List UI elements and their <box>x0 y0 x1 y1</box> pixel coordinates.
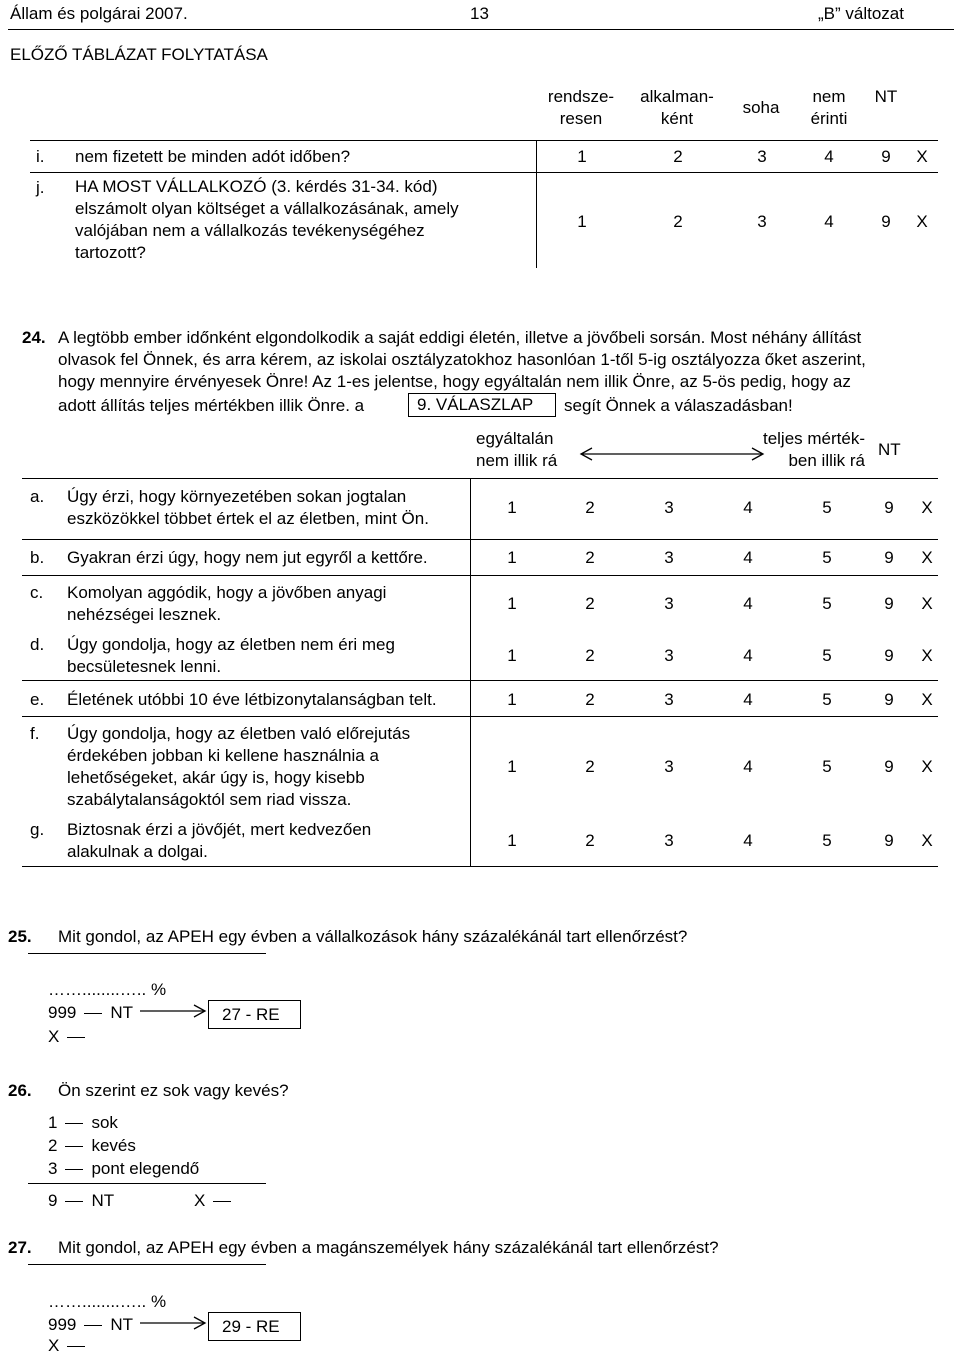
item-text: Úgy érzi, hogy környezetében sokan jogtalan eszközökkel többet értek el az életben, mint Ön. <box>67 487 429 528</box>
answer-code[interactable]: 1 <box>507 646 517 665</box>
answer-option-x[interactable] <box>194 1191 239 1211</box>
answer-code[interactable]: 4 <box>743 690 753 709</box>
col-header-nt: NT <box>874 87 898 106</box>
row-text: nem fizetett be minden adót időben? <box>75 147 351 166</box>
answer-code[interactable]: 2 <box>585 646 595 665</box>
dash <box>67 1346 85 1347</box>
answer-code[interactable]: 1 <box>507 831 517 850</box>
skip-instruction-box <box>208 1000 301 1029</box>
col-header-occasionally: alkalman- ként <box>640 87 714 128</box>
answer-code[interactable]: 4 <box>743 594 753 613</box>
question-number: 27. <box>8 1238 32 1257</box>
answer-code[interactable]: 1 <box>577 147 587 166</box>
answer-code[interactable]: 5 <box>822 831 832 850</box>
answer-code[interactable]: 3 <box>664 831 674 850</box>
answer-code[interactable]: 3 <box>664 690 674 709</box>
skip-instruction-box <box>208 1312 301 1341</box>
question-number: 25. <box>8 927 32 946</box>
answer-code[interactable]: 5 <box>822 757 832 776</box>
answer-option-nt[interactable] <box>48 1003 133 1023</box>
answer-code[interactable]: 4 <box>743 498 753 517</box>
option-label: NT <box>110 1003 134 1022</box>
answer-code[interactable]: 3 <box>664 757 674 776</box>
answer-option[interactable] <box>48 1159 199 1179</box>
row-text: HA MOST VÁLLALKOZÓ (3. kérdés 31-34. kód) elszámolt olyan költséget a vállalkozásának, amely valójában nem a vállalkozás tevékenységéhez tartozott? <box>75 177 459 262</box>
arrow-right-icon <box>138 1003 208 1019</box>
scale-arrow-icon <box>578 446 766 462</box>
answer-code[interactable]: 1 <box>507 548 517 567</box>
table-rule <box>22 716 938 717</box>
table-rule <box>22 539 938 540</box>
option-code: 2 <box>48 1136 58 1155</box>
option-code: X <box>194 1191 206 1210</box>
response-card-label: 9. VÁLASZLAP <box>417 395 534 414</box>
answer-code[interactable]: 9 <box>884 498 894 517</box>
table-rule <box>22 680 938 681</box>
option-code: 999 <box>48 1315 77 1334</box>
question-text: adott állítás teljes mértékben illik Önre. a <box>58 396 365 415</box>
answer-code[interactable]: 9 <box>884 548 894 567</box>
item-text: Úgy gondolja, hogy az életben nem éri meg becsületesnek lenni. <box>67 635 395 676</box>
section-title: ELŐZŐ TÁBLÁZAT FOLYTATÁSA <box>10 45 268 64</box>
item-letter: f. <box>30 724 40 743</box>
question-rule <box>28 1264 266 1265</box>
answer-code[interactable]: 3 <box>757 147 767 166</box>
scale-left-label: egyáltalán nem illik rá <box>476 429 558 470</box>
answer-option-x[interactable] <box>48 1336 93 1356</box>
answer-code[interactable]: 1 <box>507 594 517 613</box>
answer-code[interactable]: 5 <box>822 594 832 613</box>
dash <box>65 1123 83 1124</box>
answer-code[interactable]: X <box>921 548 933 567</box>
table-divider <box>470 478 471 866</box>
question-text: hogy mennyire érvényesek Önre! Az 1-es jelentse, hogy egyáltalán nem illik Önre, az 5-ös pedig, hogy az <box>58 372 851 391</box>
skip-instruction: 27 - RE <box>222 1005 280 1024</box>
option-label: NT <box>110 1315 134 1334</box>
answer-option[interactable] <box>48 1113 118 1133</box>
item-letter: d. <box>30 635 45 654</box>
header-rule <box>8 29 954 30</box>
item-letter: a. <box>30 487 45 506</box>
item-letter: c. <box>30 583 44 602</box>
dash <box>65 1146 83 1147</box>
question-rule <box>28 953 266 954</box>
answer-code[interactable]: 9 <box>881 212 891 231</box>
question-text: Mit gondol, az APEH egy évben a magánszemélyek hány százalékánál tart ellenőrzést? <box>58 1238 719 1257</box>
answer-code[interactable]: 2 <box>585 757 595 776</box>
question-number: 26. <box>8 1081 32 1100</box>
answer-code[interactable]: 4 <box>824 147 834 166</box>
answer-code[interactable]: X <box>921 646 933 665</box>
answer-code[interactable]: X <box>916 147 928 166</box>
option-code: X <box>48 1336 60 1355</box>
answer-code[interactable]: 4 <box>824 212 834 231</box>
dash <box>213 1201 231 1202</box>
dash <box>67 1037 85 1038</box>
answer-option-nt[interactable] <box>48 1191 114 1211</box>
answer-code[interactable]: 1 <box>507 757 517 776</box>
option-code: 1 <box>48 1113 58 1132</box>
col-header-regularly: rendsze- resen <box>547 87 615 128</box>
option-code: 999 <box>48 1003 77 1022</box>
response-card-box <box>408 393 556 417</box>
answer-code[interactable]: 2 <box>585 498 595 517</box>
answer-code[interactable]: 3 <box>757 212 767 231</box>
answer-code[interactable]: 2 <box>585 831 595 850</box>
arrow-right-icon <box>138 1315 208 1331</box>
page-header-right: „B” változat <box>818 4 904 23</box>
answer-code[interactable]: X <box>921 831 933 850</box>
percent-blank[interactable]: ……........….. % <box>48 980 167 999</box>
option-label: sok <box>91 1113 118 1132</box>
answer-code[interactable]: 3 <box>664 594 674 613</box>
item-text: Biztosnak érzi a jövőjét, mert kedvezően alakulnak a dolgai. <box>67 820 372 861</box>
question-text: A legtöbb ember időnként elgondolkodik a saját eddigi életén, illetve a jövőbeli sorsán. Most néhány állítást <box>58 328 862 347</box>
answer-code[interactable]: 2 <box>585 690 595 709</box>
answer-code[interactable]: 2 <box>673 212 683 231</box>
item-letter: e. <box>30 690 45 709</box>
percent-blank[interactable]: ……........….. % <box>48 1292 167 1311</box>
row-letter: i. <box>36 147 45 166</box>
dash <box>65 1201 83 1202</box>
option-label: NT <box>91 1191 115 1210</box>
answer-code[interactable]: 5 <box>822 690 832 709</box>
answer-code[interactable]: X <box>921 498 933 517</box>
item-letter: b. <box>30 548 45 567</box>
table-rule <box>30 172 938 173</box>
item-text: Úgy gondolja, hogy az életben való előrejutás érdekében jobban ki kellene használnia a lehetőségeket, akár úgy is, hogy kisebb szabálytalanságoktól sem riad vissza. <box>67 724 411 809</box>
answer-code[interactable]: X <box>921 594 933 613</box>
option-code: 3 <box>48 1159 58 1178</box>
option-code: X <box>48 1027 60 1046</box>
answer-code[interactable]: 4 <box>743 757 753 776</box>
option-rule <box>28 1183 266 1184</box>
answer-code[interactable]: 9 <box>884 594 894 613</box>
col-header-never: soha <box>742 98 780 117</box>
answer-option-x[interactable] <box>48 1027 93 1047</box>
skip-instruction: 29 - RE <box>222 1317 280 1336</box>
option-label: pont elegendő <box>91 1159 200 1178</box>
question-text: segít Önnek a válaszadásban! <box>564 396 793 415</box>
answer-code[interactable]: 9 <box>881 147 891 166</box>
answer-code[interactable]: 4 <box>743 548 753 567</box>
answer-code[interactable]: 1 <box>507 498 517 517</box>
dash <box>84 1013 102 1014</box>
dash <box>65 1169 83 1170</box>
dash <box>84 1325 102 1326</box>
col-header-not-concerned: nem érinti <box>810 87 848 128</box>
table-rule <box>22 575 938 576</box>
answer-code[interactable]: X <box>916 212 928 231</box>
row-letter: j. <box>36 178 45 197</box>
answer-code[interactable]: 3 <box>664 646 674 665</box>
answer-code[interactable]: 1 <box>507 690 517 709</box>
answer-code[interactable]: 5 <box>822 498 832 517</box>
answer-code[interactable]: 9 <box>884 831 894 850</box>
answer-option[interactable] <box>48 1136 136 1156</box>
option-code: 9 <box>48 1191 58 1210</box>
answer-code[interactable]: 2 <box>585 548 595 567</box>
answer-code[interactable]: 4 <box>743 831 753 850</box>
answer-code[interactable]: 1 <box>577 212 587 231</box>
item-text: Gyakran érzi úgy, hogy nem jut egyről a kettőre. <box>67 548 428 567</box>
scale-right-label: teljes mérték- ben illik rá <box>762 429 865 470</box>
answer-code[interactable]: 3 <box>664 498 674 517</box>
page-header-left: Állam és polgárai 2007. <box>10 4 188 23</box>
table-rule <box>30 140 938 141</box>
answer-code[interactable]: 9 <box>884 690 894 709</box>
question-number: 24. <box>22 328 46 347</box>
item-text: Életének utóbbi 10 éve létbizonytalanságban telt. <box>67 690 437 709</box>
item-letter: g. <box>30 820 45 839</box>
question-text: olvasok fel Önnek, és arra kérem, az iskolai osztályzatokhoz hasonlóan 1-től 5-ig osztályozza őket aszerint, <box>58 350 866 369</box>
answer-code[interactable]: 4 <box>743 646 753 665</box>
question-text: Ön szerint ez sok vagy kevés? <box>58 1081 289 1100</box>
answer-code[interactable]: X <box>921 757 933 776</box>
answer-code[interactable]: 9 <box>884 757 894 776</box>
option-label: kevés <box>91 1136 136 1155</box>
answer-code[interactable]: X <box>921 690 933 709</box>
answer-code[interactable]: 5 <box>822 646 832 665</box>
question-text: Mit gondol, az APEH egy évben a vállalkozások hány százalékánál tart ellenőrzést? <box>58 927 688 946</box>
table-rule <box>22 478 938 479</box>
page-number: 13 <box>470 4 489 23</box>
answer-code[interactable]: 2 <box>673 147 683 166</box>
item-text: Komolyan aggódik, hogy a jövőben anyagi nehézségei lesznek. <box>67 583 387 624</box>
answer-code[interactable]: 3 <box>664 548 674 567</box>
answer-code[interactable]: 9 <box>884 646 894 665</box>
scale-nt-label: NT <box>878 440 901 459</box>
answer-option-nt[interactable] <box>48 1315 133 1335</box>
answer-code[interactable]: 2 <box>585 594 595 613</box>
table-divider <box>536 140 537 268</box>
table-rule <box>22 866 938 867</box>
answer-code[interactable]: 5 <box>822 548 832 567</box>
